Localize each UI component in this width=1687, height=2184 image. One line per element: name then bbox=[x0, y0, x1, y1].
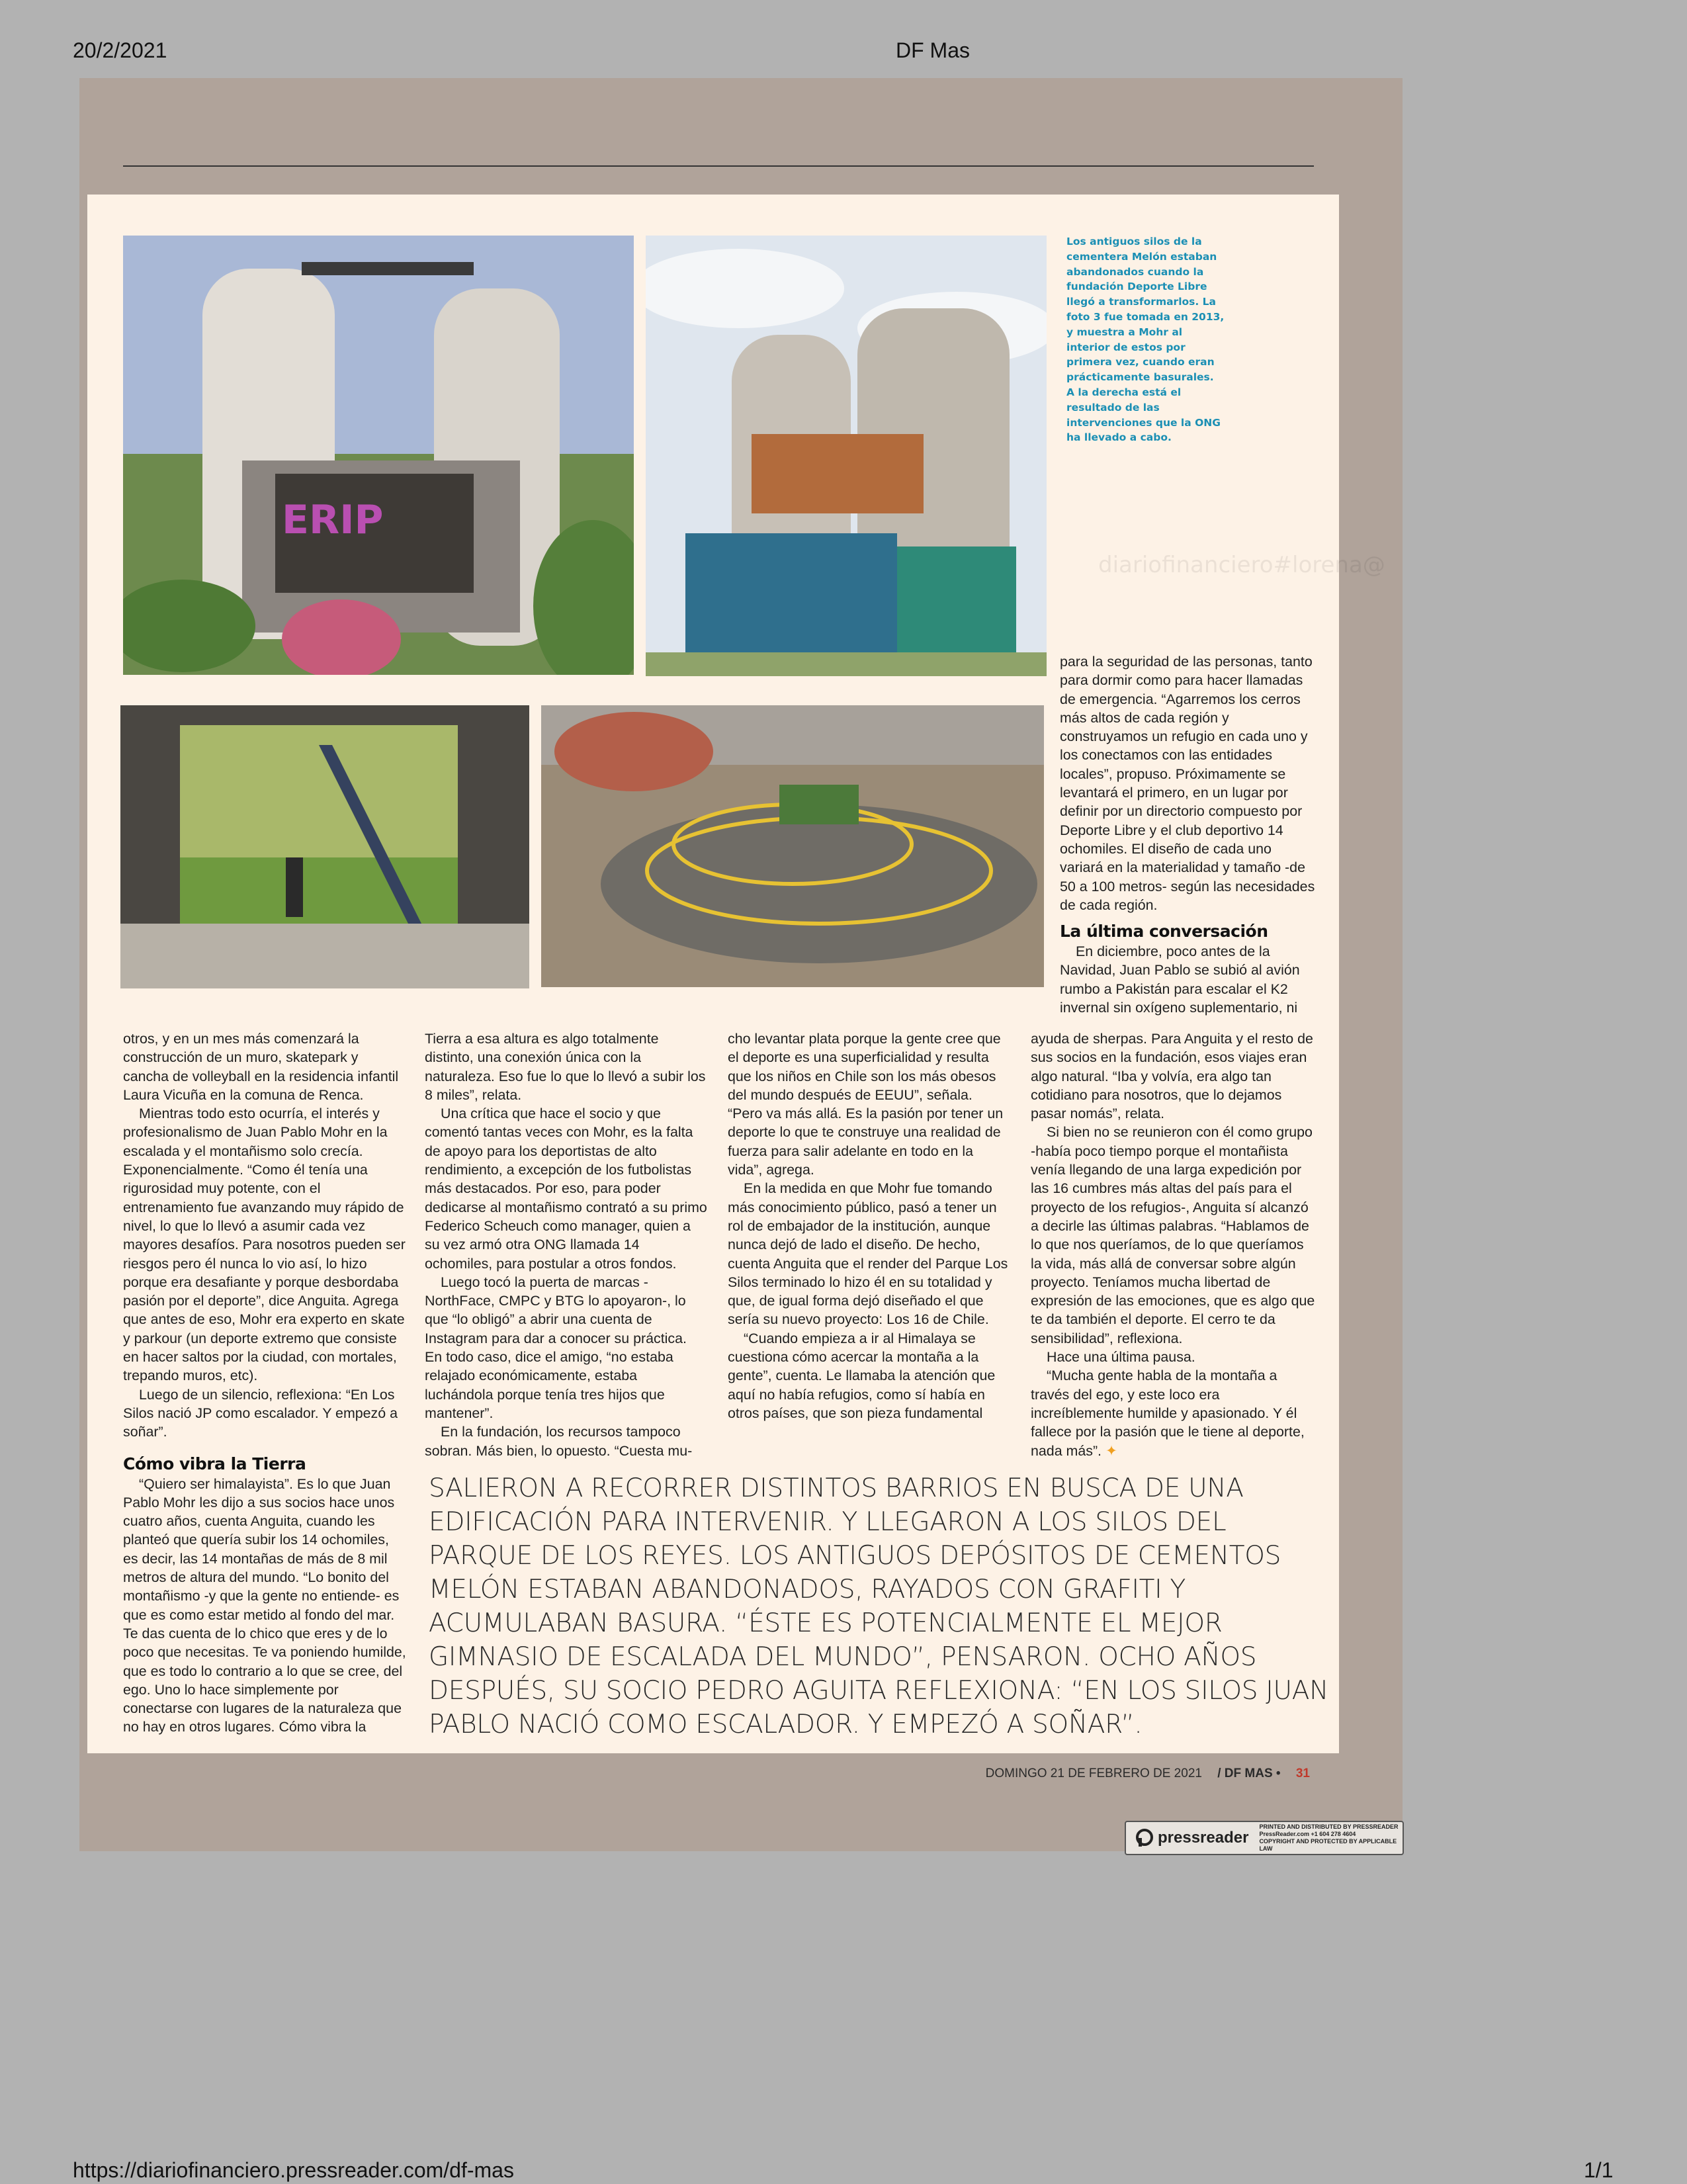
photo-mohr-inside-silos bbox=[120, 705, 529, 988]
paragraph bbox=[1031, 1366, 1315, 1460]
svg-text:ERIP: ERIP bbox=[282, 497, 384, 543]
print-page-count: 1/1 bbox=[1584, 2158, 1614, 2182]
column-1 bbox=[123, 1029, 406, 1737]
photo-caption: Los antiguos silos de la cementera Melón estaban abandonados cuando la fundación Deporte Libre llegó a transformarlos. La foto 3 fue tomada en 2013, y muestra a Mohr al interior de estos por primera vez, cuando eran prácticamente basurales. A la derecha está el resultado de las intervenciones que la ONG ha llevado a cabo. bbox=[1066, 236, 1225, 444]
paragraph: En la medida en que Mohr fue tomando más conocimiento público, pasó a tener un rol de embajador de la institución, aunque nunca dejó de lado el diseño. De hecho, cuenta Anguita que el render del Parque Los Silos terminado lo hizo él en su totalidad y que, de igual forma dejó diseñado el que sería su nuevo proyecto: Los 16 de Chile. bbox=[728, 1180, 1008, 1328]
column-4 bbox=[1031, 1029, 1315, 1460]
newspaper-frame bbox=[79, 78, 1403, 1851]
legal-line: COPYRIGHT AND PROTECTED BY APPLICABLE LAW bbox=[1259, 1838, 1397, 1852]
print-title: DF Mas bbox=[896, 38, 970, 62]
paragraph: En la fundación, los recursos tampoco sobran. Más bien, lo opuesto. “Cuesta mu- bbox=[425, 1424, 693, 1459]
pressreader-icon bbox=[1135, 1829, 1154, 1847]
paragraph: Luego tocó la puerta de marcas -NorthFace, CMPC y BTG lo apoyaron-, lo que “lo obligó” a abrir una cuenta de Instagram para dar a conocer su práctica. En todo caso, dice el amigo, “no estaba relajado económicamente, estaba luchándola porque tenía tres hijos que mantener”. bbox=[425, 1274, 687, 1421]
pull-quote: SALIERON A RECORRER DISTINTOS BARRIOS EN BUSCA DE UNA EDIFICACIÓN PARA INTERVENIR. Y LLEGARON A LOS SILOS DEL PARQUE DE LOS REYES. LOS ANTIGUOS DEPÓSITOS DE CEMENTOS MELÓN ESTABAN ABANDONADOS, RAYADOS CON GRAFITI Y ACUMULABAN BASURA. “ÉSTE ES POTENCIALMENTE EL MEJOR GIMNASIO DE ESCALADA DEL MUNDO”, PENSARON. OCHO AÑOS DESPUÉS, SU SOCIO PEDRO AGUITA REFLEXIONA: “EN LOS SILOS JUAN PABLO NACIÓ COMO ESCALADOR. Y EMPEZÓ A SOÑAR”. bbox=[429, 1473, 1328, 1739]
folio-date: DOMINGO 21 DE FEBRERO DE 2021 bbox=[985, 1767, 1202, 1780]
photo-aerial-park bbox=[541, 705, 1044, 987]
paragraph: Luego de un silencio, reflexiona: “En Los Silos nació JP como escalador. Y empezó a soñar”. bbox=[123, 1386, 398, 1440]
legal-line: PRINTED AND DISTRIBUTED BY PRESSREADER bbox=[1259, 1823, 1399, 1830]
column-3 bbox=[728, 1029, 1011, 1422]
paragraph: En diciembre, poco antes de la Navidad, Juan Pablo se subió al avión rumbo a Pakistán para escalar el K2 invernal sin oxígeno suplementario, ni bbox=[1060, 943, 1300, 1016]
column-right-top bbox=[1060, 652, 1318, 1017]
paragraph: otros, y en un mes más comenzará la construcción de un muro, skatepark y cancha de volleyball en la residencia infantil Laura Vicuña en la comuna de Renca. bbox=[123, 1031, 399, 1103]
photo-abandoned-silos bbox=[123, 236, 634, 675]
paragraph: Una crítica que hace el socio y que comentó tantas veces con Mohr, es la falta de apoyo para los deportistas de alto rendimiento, a excepción de los futbolistas más destacados. Por eso, para poder dedicarse al montañismo contrató a su primo Federico Scheuch como manager, quien a su vez armó otra ONG llamada 14 ochomiles, para postular a otros fondos. bbox=[425, 1106, 707, 1272]
legal-line: PressReader.com +1 604 278 4604 bbox=[1259, 1831, 1356, 1837]
print-url[interactable]: https://diariofinanciero.pressreader.com/df-mas bbox=[73, 2158, 514, 2182]
heading-ultima-conversacion: La última conversación bbox=[1060, 922, 1268, 941]
paragraph-text: “Mucha gente habla de la montaña a través del ego, y este loco era increíblemente humilde y apasionado. Y él fallece por la pasión que le tiene al deporte, nada más”. bbox=[1031, 1368, 1305, 1459]
paragraph: para la seguridad de las personas, tanto para dormir como para hacer llamadas de emergencia. “Agarremos los cerros más altos de cada región y construyamos un refugio en cada uno y los conectamos con las entidades locales”, propuso. Próximamente se levantará el primero, en un lugar por definir por un directorio compuesto por Deporte Libre y el club deportivo 14 ochomiles. El diseño de cada uno variará en la materialidad y tamaño -de 50 a 100 metros- según las necesidades de cada región. bbox=[1060, 654, 1315, 913]
paragraph: Hace una última pausa. bbox=[1047, 1349, 1195, 1366]
end-mark-icon: ✦ bbox=[1105, 1442, 1117, 1459]
newspaper-page[interactable] bbox=[87, 195, 1385, 1753]
page-folio bbox=[986, 1767, 1310, 1781]
folio-section: / DF MAS • bbox=[1217, 1767, 1281, 1780]
pressreader-badge[interactable] bbox=[1125, 1821, 1404, 1855]
paragraph: Mientras todo esto ocurría, el interés y profesionalismo de Juan Pablo Mohr en la escalada y el montañismo solo crecía. Exponencialmente. “Como él tenía una rigurosidad muy potente, con el entrenamiento fue avanzando muy rápido de nivel, lo que lo llevó a asumir cada vez mayores desafíos. Para nosotros pueden ser riesgos pero él nunca lo vio así, lo hizo porque era desafiante y porque desbordaba pasión por el deporte”, dice Anguita. Agrega que antes de eso, Mohr era experto en skate y parkour (un deporte extremo que consiste en hacer saltos por la ciudad, con mortales, trepando muros, etc). bbox=[123, 1106, 406, 1384]
column-2 bbox=[425, 1029, 708, 1460]
header-rule bbox=[123, 165, 1314, 167]
paragraph: “Quiero ser himalayista”. Es lo que Juan Pablo Mohr les dijo a sus socios hace unos cuatro años, cuenta Anguita, cuando les planteó que quería subir los 14 ochomiles, es decir, las 14 montañas de más de 8 mil metros de altura del mundo. “Lo bonito del montañismo -y que la gente no entiende- es que es como estar metido al fondo del mar. Te das cuenta de lo chico que eres y de lo poco que necesitas. Te va poniendo humilde, que es todo lo contrario a lo que se cree, del ego. Uno lo hace simplemente por conectarse con lugares de la naturaleza que no hay en otros lugares. Cómo vibra la bbox=[123, 1475, 406, 1735]
heading-como-vibra-la-tierra: Cómo vibra la Tierra bbox=[123, 1454, 306, 1473]
print-date: 20/2/2021 bbox=[73, 38, 167, 62]
pressreader-logo bbox=[1126, 1829, 1248, 1847]
watermark-text: diariofinanciero#lorena@ bbox=[1098, 552, 1385, 578]
paragraph: “Cuando empieza a ir al Himalaya se cuestiona cómo acercar la montaña a la gente”, cuenta. Le llamaba la atención que aquí no había refugios, como sí había en otros países, que son pieza fundamental bbox=[728, 1330, 996, 1421]
photo-renovated-silos bbox=[646, 236, 1047, 676]
paragraph: ayuda de sherpas. Para Anguita y el resto de sus socios en la fundación, esos viajes eran algo natural. “Iba y volvía, era algo tan cotidiano para nosotros, que lo dejamos pasar nomás”, relata. bbox=[1031, 1031, 1313, 1122]
pressreader-legal bbox=[1259, 1823, 1403, 1853]
paragraph: Si bien no se reunieron con él como grupo -había poco tiempo porque el montañista venía llegando de una larga expedición por las 16 cumbres más altas del país para el proyecto de los refugios-, Anguita sí alcanzó a decirle las últimas palabras. “Hablamos de lo que nos queríamos, de lo que queríamos la vida, más allá de conversar sobre algún proyecto. Teníamos mucha libertad de expresión de las emociones, que es algo que te da también el deporte. El cerro te da sensibilidad”, reflexiona. bbox=[1031, 1124, 1315, 1346]
folio-page-number: 31 bbox=[1295, 1767, 1310, 1780]
paragraph: Tierra a esa altura es algo totalmente distinto, una conexión única con la naturaleza. Eso fue lo que lo llevó a subir los 8 miles”, relata. bbox=[425, 1031, 706, 1103]
paragraph: cho levantar plata porque la gente cree que el deporte es una superficialidad y resulta que los niños en Chile son los más obesos del mundo después de EEUU”, señala. “Pero va más allá. Es la pasión por tener un deporte lo que te construye una realidad de fuerza para salir adelante en todo en la vida”, agrega. bbox=[728, 1031, 1004, 1178]
pressreader-wordmark: pressreader bbox=[1158, 1829, 1249, 1847]
